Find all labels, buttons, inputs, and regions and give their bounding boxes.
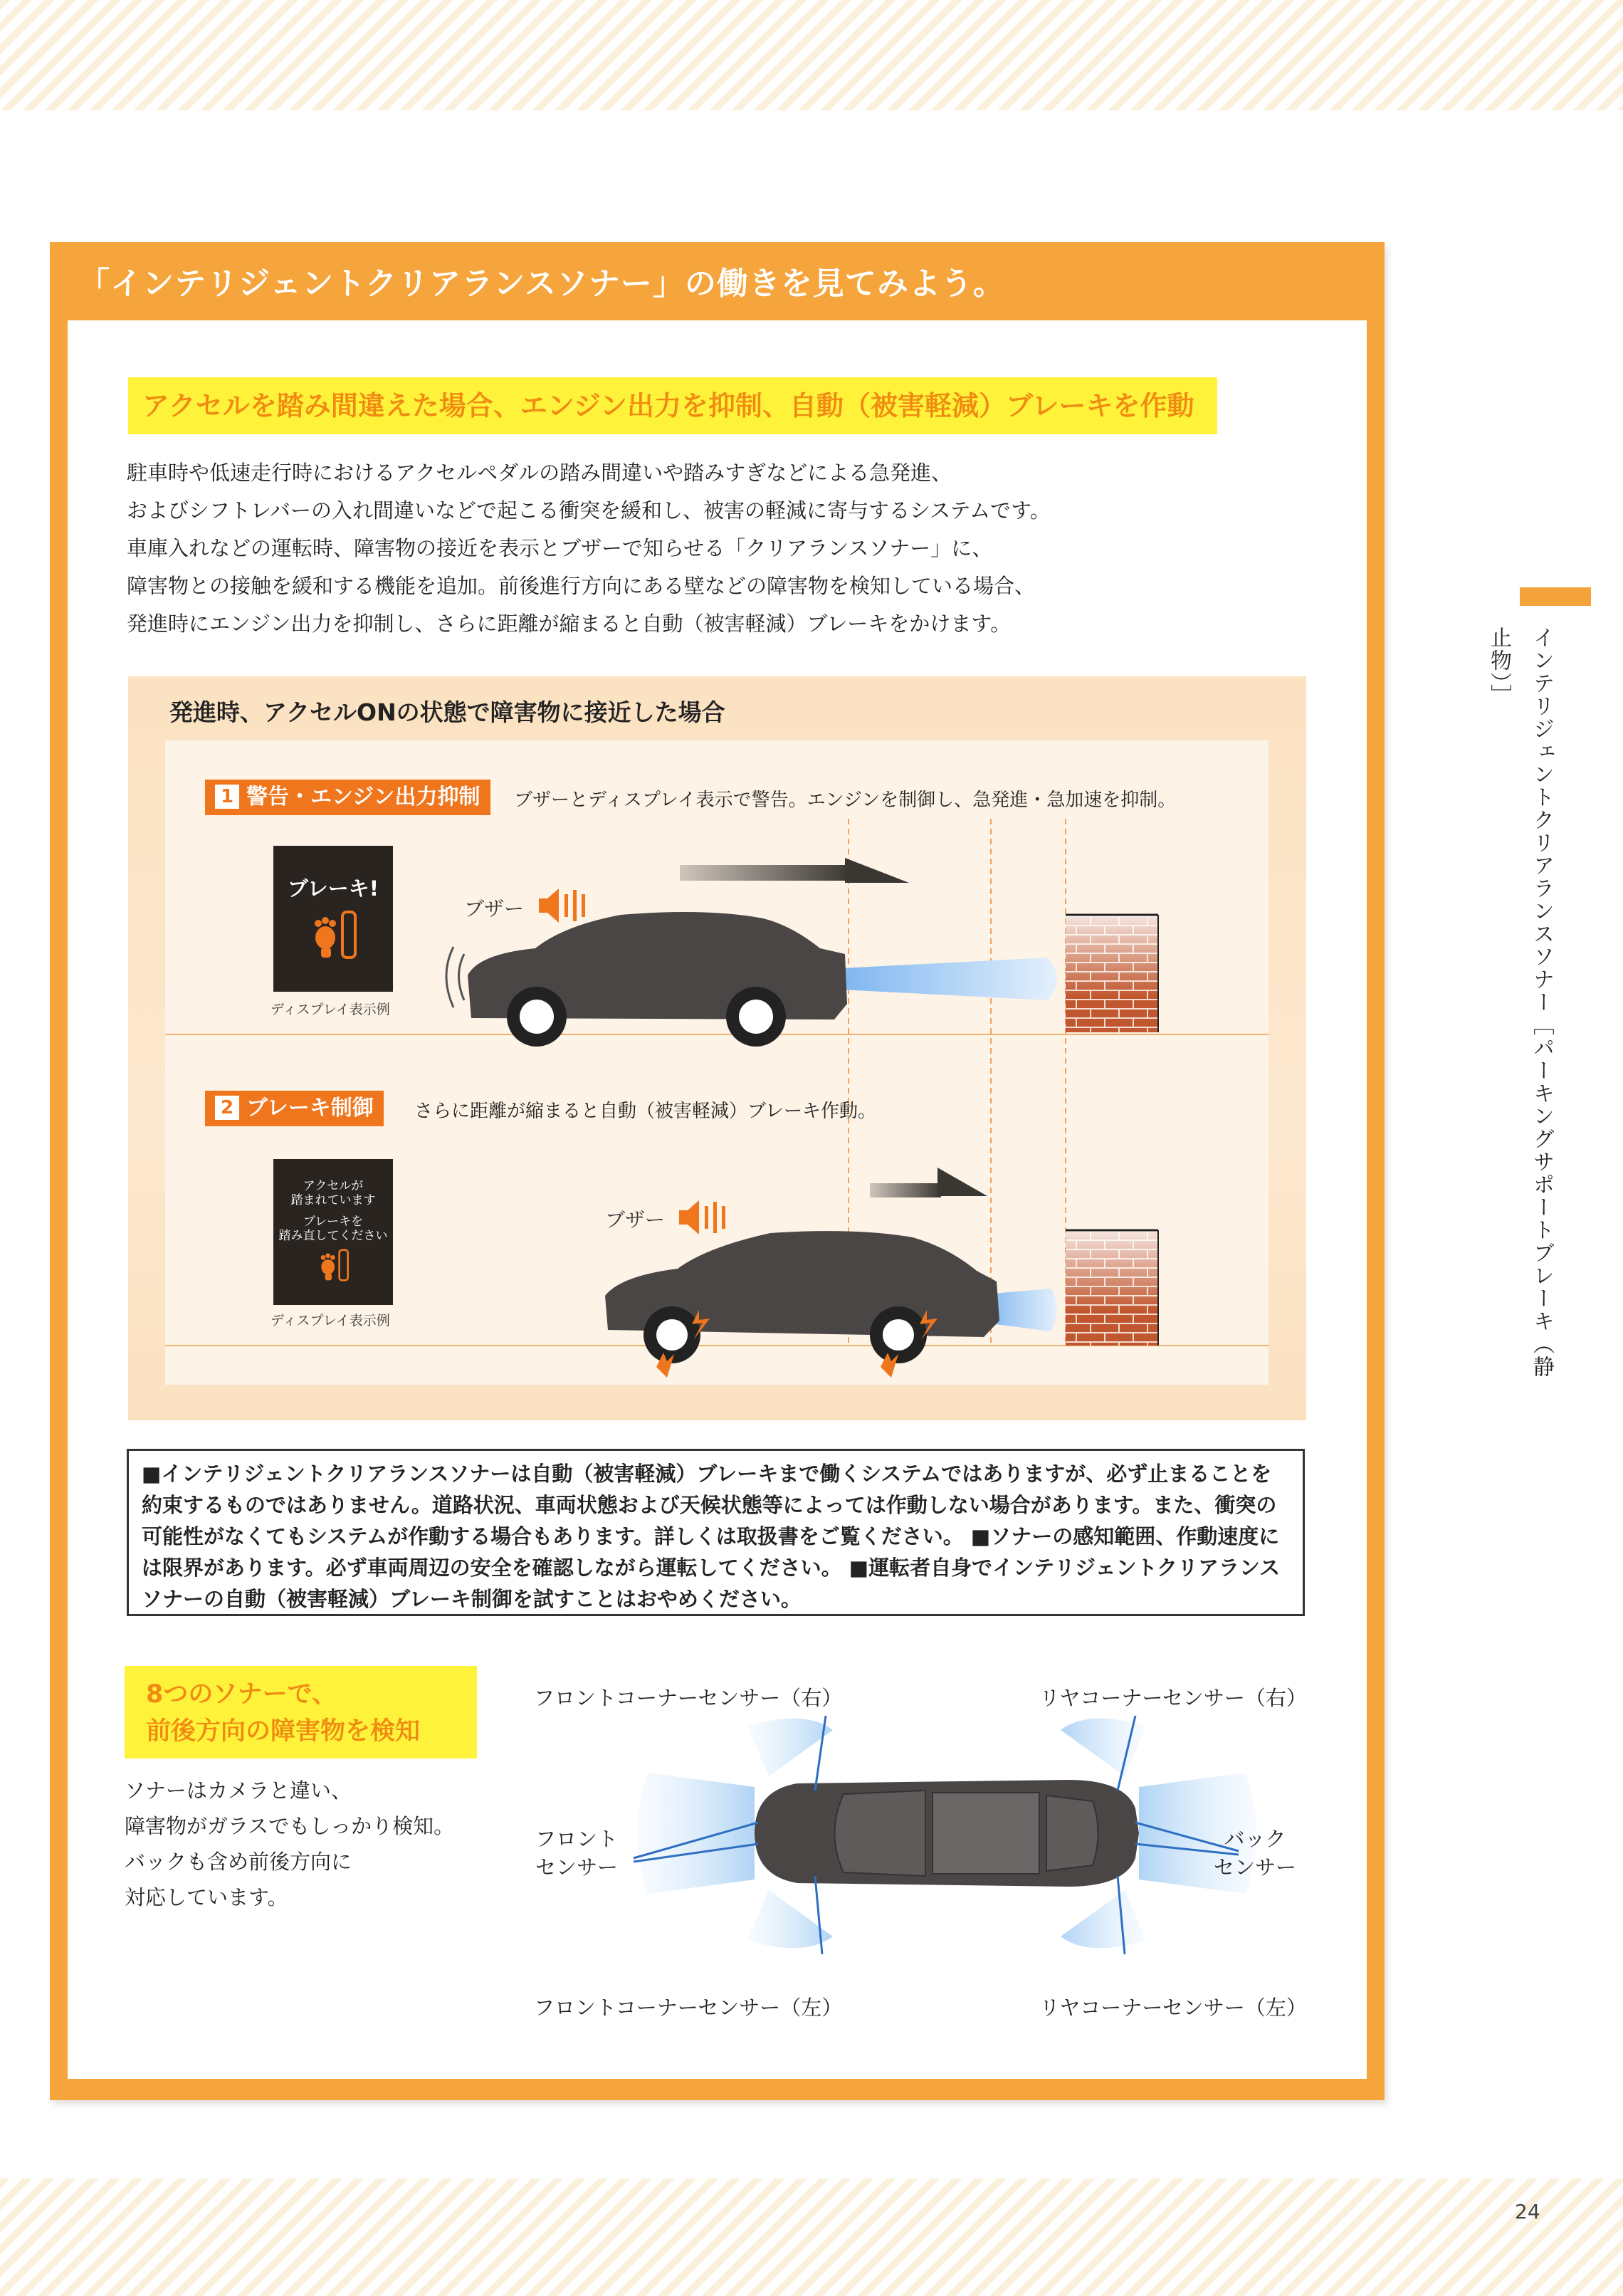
label-line: バック [1224, 1827, 1286, 1851]
display-line: アクセルが [303, 1179, 364, 1193]
paragraph-line: 車庫入れなどの運転時、障害物の接近を表示とブザーで知らせる「クリアランスソナー」に、 [127, 536, 993, 560]
section2-text-line: 障害物がガラスでもしっかり検知。 [125, 1814, 455, 1838]
brick-wall [1066, 915, 1158, 1032]
section2-heading [125, 1666, 477, 1758]
section2-heading-line: 8つのソナーで、 [146, 1680, 337, 1709]
diagram-title: 発進時、アクセルONの状態で障害物に接近した場合 [169, 698, 725, 726]
section2-text-line: ソナーはカメラと違い、 [125, 1778, 352, 1803]
paragraph-line: 障害物との接触を緩和する機能を追加。前後進行方向にある壁などの障害物を検知している場合、 [127, 574, 1036, 598]
step2-label: ブレーキ制御 [246, 1096, 374, 1121]
pedal-foot-icon [312, 1246, 354, 1284]
label-front-sensor [535, 1825, 618, 1882]
paragraph-line: 発進時にエンジン出力を抑制し、さらに距離が縮まると自動（被害軽減）ブレーキをかけます。 [127, 612, 1012, 636]
section2-text-line: バックも含め前後方向に [125, 1850, 352, 1874]
top-stripe-decoration [0, 0, 1623, 110]
motion-arrow [870, 1168, 987, 1197]
display-warning-text: ブレーキ! [287, 876, 379, 901]
sonar-coverage-diagram [626, 1709, 1267, 1958]
step1-display [273, 846, 393, 992]
step2-display-caption: ディスプレイ表示例 [270, 1313, 390, 1328]
step2-buzzer-label: ブザー [605, 1208, 666, 1232]
front-sonar-zone [637, 1773, 755, 1894]
car-step1 [446, 912, 1057, 1047]
main-title: 「インテリジェントクリアランスソナー」の働きを見てみよう。 [78, 266, 1005, 302]
buzzer-speaker-icon [678, 1196, 731, 1239]
label-rear-corner-left: リヤコーナーセンサー（左） [1039, 1996, 1307, 2020]
side-tab-marker [1520, 587, 1591, 606]
label-front-corner-left: フロントコーナーセンサー（左） [534, 1996, 843, 2020]
section1-heading: アクセルを踏み間違えた場合、エンジン出力を抑制、自動（被害軽減）ブレーキを作動 [128, 377, 1217, 434]
section2-heading-line: 前後方向の障害物を検知 [146, 1717, 421, 1746]
pedal-foot-icon [301, 906, 365, 963]
rear-corner-zone [1061, 1890, 1146, 1948]
paragraph-line: およびシフトレバーの入れ間違いなどで起こる衝突を緩和し、被害の軽減に寄与するシステムです。 [127, 498, 1051, 523]
car-step2 [605, 1231, 1057, 1378]
label-front-corner-right: フロントコーナーセンサー（右） [534, 1686, 843, 1710]
page-number: 24 [1515, 2200, 1540, 2223]
step2-display [273, 1159, 393, 1305]
section1-paragraph [127, 454, 1301, 643]
buzzer-speaker-icon [537, 884, 591, 927]
display-line: 踏まれています [290, 1193, 376, 1207]
motion-arrow [680, 858, 909, 883]
front-corner-zone [747, 1719, 833, 1776]
step1-number: 1 [215, 785, 239, 809]
step1-display-caption: ディスプレイ表示例 [270, 1002, 390, 1017]
step1-description: ブザーとディスプレイ表示で警告。エンジンを制御し、急発進・急加速を抑制。 [514, 790, 1177, 811]
paragraph-line: 駐車時や低速走行時におけるアクセルペダルの踏み間違いや踏みすぎなどによる急発進、 [127, 461, 952, 485]
display-line: 踏み直してください [278, 1229, 388, 1243]
label-rear-corner-right: リヤコーナーセンサー（右） [1039, 1686, 1307, 1710]
label-back-sensor [1214, 1825, 1296, 1882]
label-line: センサー [535, 1855, 619, 1880]
display-line: ブレーキを [303, 1215, 364, 1229]
section2-text [125, 1773, 495, 1915]
bottom-stripe-decoration [0, 2179, 1623, 2296]
section2-text-line: 対応しています。 [125, 1885, 288, 1909]
step2-tag [205, 1091, 384, 1126]
step2-number: 2 [215, 1096, 239, 1120]
brick-wall [1066, 1230, 1158, 1346]
notice-box: ■インテリジェントクリアランスソナーは自動（被害軽減）ブレーキまで働くシステムではありますが、必ず止まることを約束するものではありません。道路状況、車両状態および天候状態等によっては作動しない場合があります。また、衝突の可能性がなくてもシステムが作動する場合もあります。詳しくは取扱書をご覧ください。 ■ソナーの感知範囲、作動速度には限界があります。必ず車両周辺の安全を確認しながら運転してください。 ■運転者自身でインテリジェントクリアランスソナーの自動（被害軽減）ブレーキ制御を試すことはおやめください。 [127, 1449, 1305, 1616]
label-line: フロント [535, 1827, 619, 1851]
step2-description: さらに距離が縮まると自動（被害軽減）ブレーキ作動。 [414, 1101, 876, 1122]
step1-buzzer-label: ブザー [464, 897, 525, 921]
side-section-title: インテリジェントクリアランスソナー［パーキングサポートブレーキ（静止物）］ [1486, 627, 1554, 1378]
step1-label: 警告・エンジン出力抑制 [246, 785, 480, 809]
label-line: センサー [1214, 1855, 1297, 1880]
sonar-beam [841, 958, 1057, 1000]
car-top-view [755, 1780, 1139, 1887]
step1-tag [205, 780, 490, 815]
